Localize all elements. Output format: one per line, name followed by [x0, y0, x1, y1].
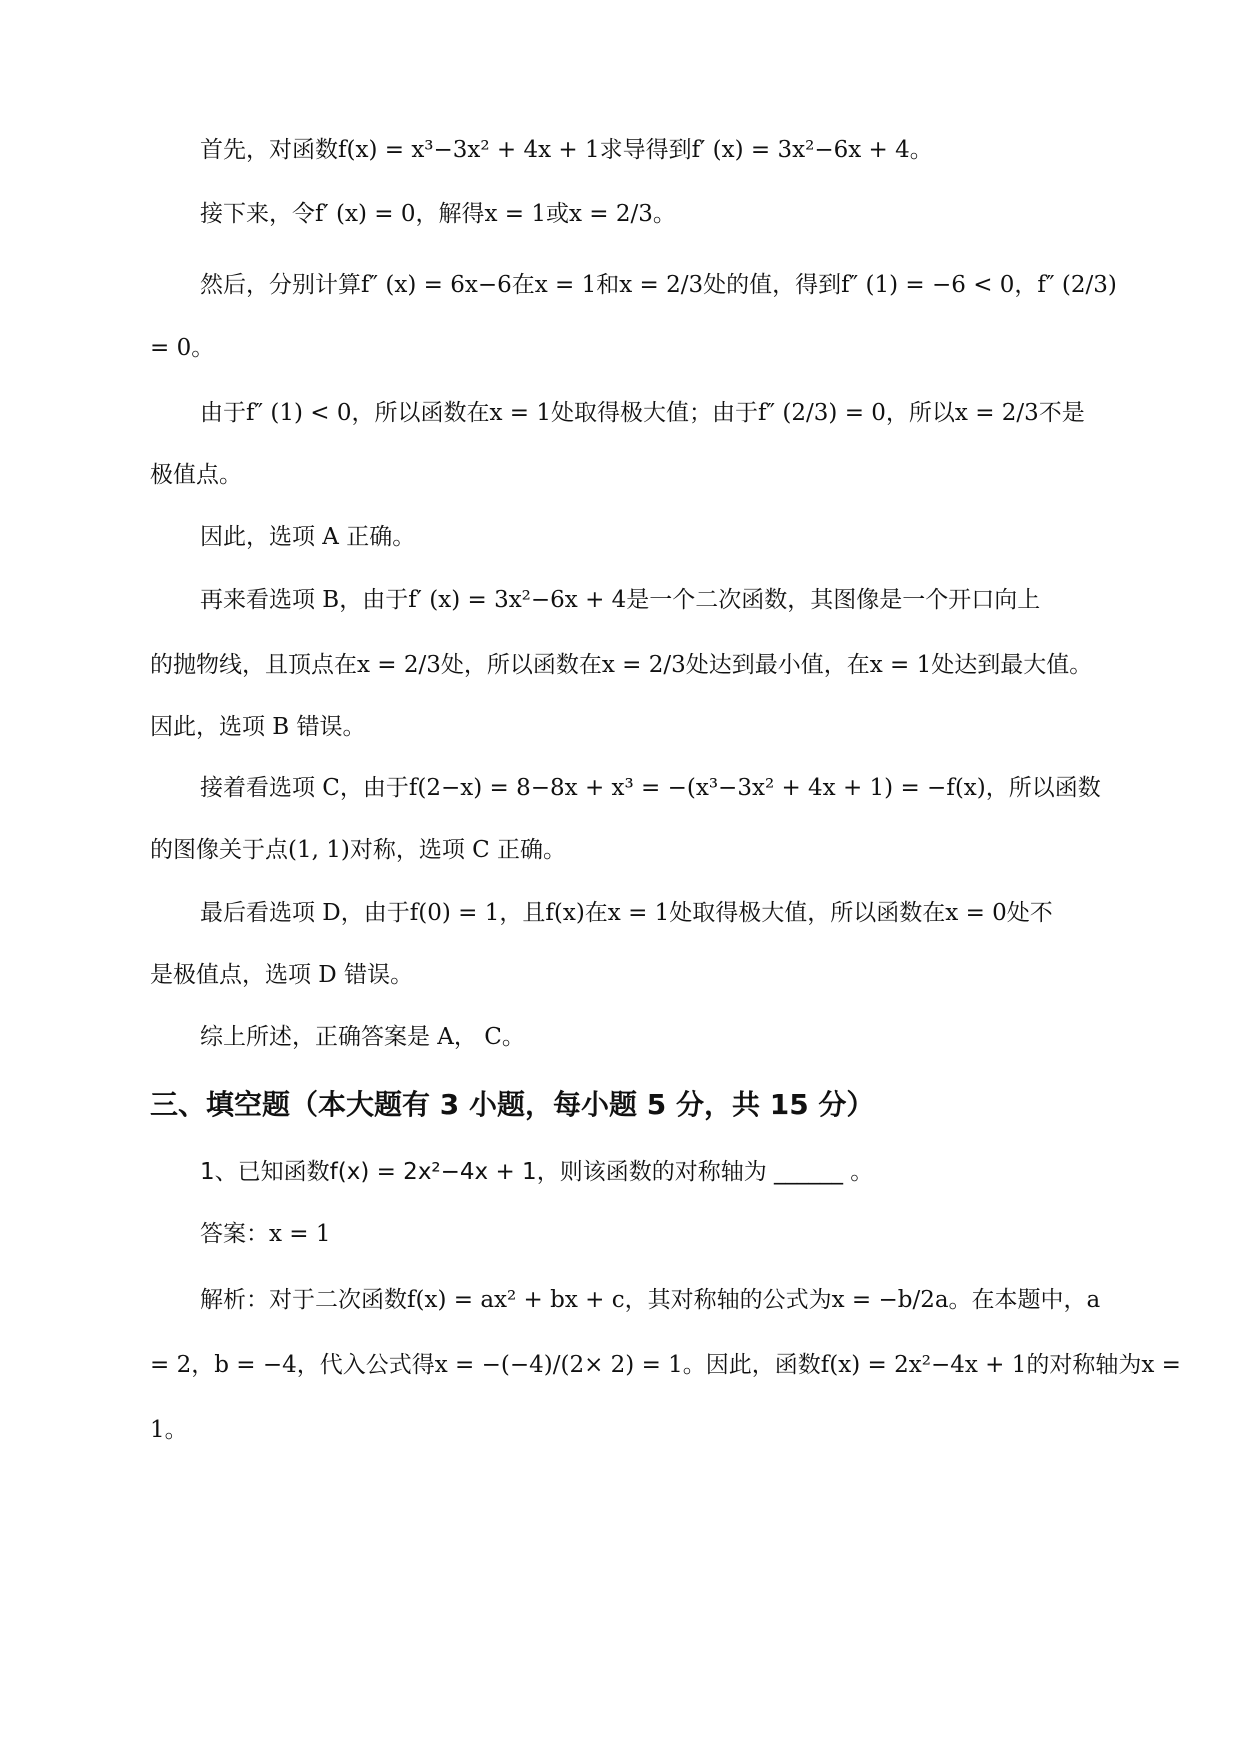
solution-line-11: 接着看选项 C，由于f(2−x) = 8−8x + x³ = −(x³−3x² + 4x + 1) = −f(x)，所以函数: [200, 775, 1101, 801]
solution-line-7: 因此，选项 A 正确。: [200, 524, 416, 550]
solution-line-12: 的图像关于点(1, 1)对称，选项 C 正确。: [150, 837, 567, 863]
question-1: 1、已知函数f(x) = 2x²−4x + 1，则该函数的对称轴为 ______ 。: [200, 1159, 874, 1185]
solution-line-5: 由于f″ (1) < 0，所以函数在x = 1处取得极大值；由于f″ (2/3) = 0，所以x = 2/3不是: [200, 400, 1085, 426]
solution-line-4: = 0。: [150, 335, 215, 361]
solution-line-2: 接下来，令f′ (x) = 0，解得x = 1或x = 2/3。: [200, 201, 676, 227]
solution-line-15: 综上所述，正确答案是 A， C。: [200, 1024, 525, 1050]
analysis-line-2: = 2，b = −4，代入公式得x = −(−4)/(2× 2) = 1。因此，函数f(x) = 2x²−4x + 1的对称轴为x =: [150, 1352, 1181, 1378]
solution-line-6: 极值点。: [150, 462, 242, 488]
analysis-line-1: 解析：对于二次函数f(x) = ax² + bx + c，其对称轴的公式为x = −b/2a。在本题中，a: [200, 1287, 1101, 1313]
answer-line: 答案：x = 1: [200, 1221, 331, 1247]
solution-line-9: 的抛物线，且顶点在x = 2/3处，所以函数在x = 2/3处达到最小值，在x = 1处达到最大值。: [150, 652, 1093, 678]
solution-line-14: 是极值点，选项 D 错误。: [150, 962, 414, 988]
analysis-line-3: 1。: [150, 1417, 188, 1443]
section-heading: 三、填空题（本大题有 3 小题，每小题 5 分，共 15 分）: [150, 1088, 875, 1121]
solution-line-3: 然后，分别计算f″ (x) = 6x−6在x = 1和x = 2/3处的值，得到f″ (1) = −6 < 0，f″ (2/3): [200, 272, 1117, 298]
solution-line-10: 因此，选项 B 错误。: [150, 714, 366, 740]
solution-line-1: 首先，对函数f(x) = x³−3x² + 4x + 1求导得到f′ (x) = 3x²−6x + 4。: [200, 137, 933, 163]
solution-line-8: 再来看选项 B，由于f′ (x) = 3x²−6x + 4是一个二次函数，其图像是一个开口向上: [200, 587, 1041, 613]
solution-line-13: 最后看选项 D，由于f(0) = 1，且f(x)在x = 1处取得极大值，所以函数在x = 0处不: [200, 900, 1053, 926]
